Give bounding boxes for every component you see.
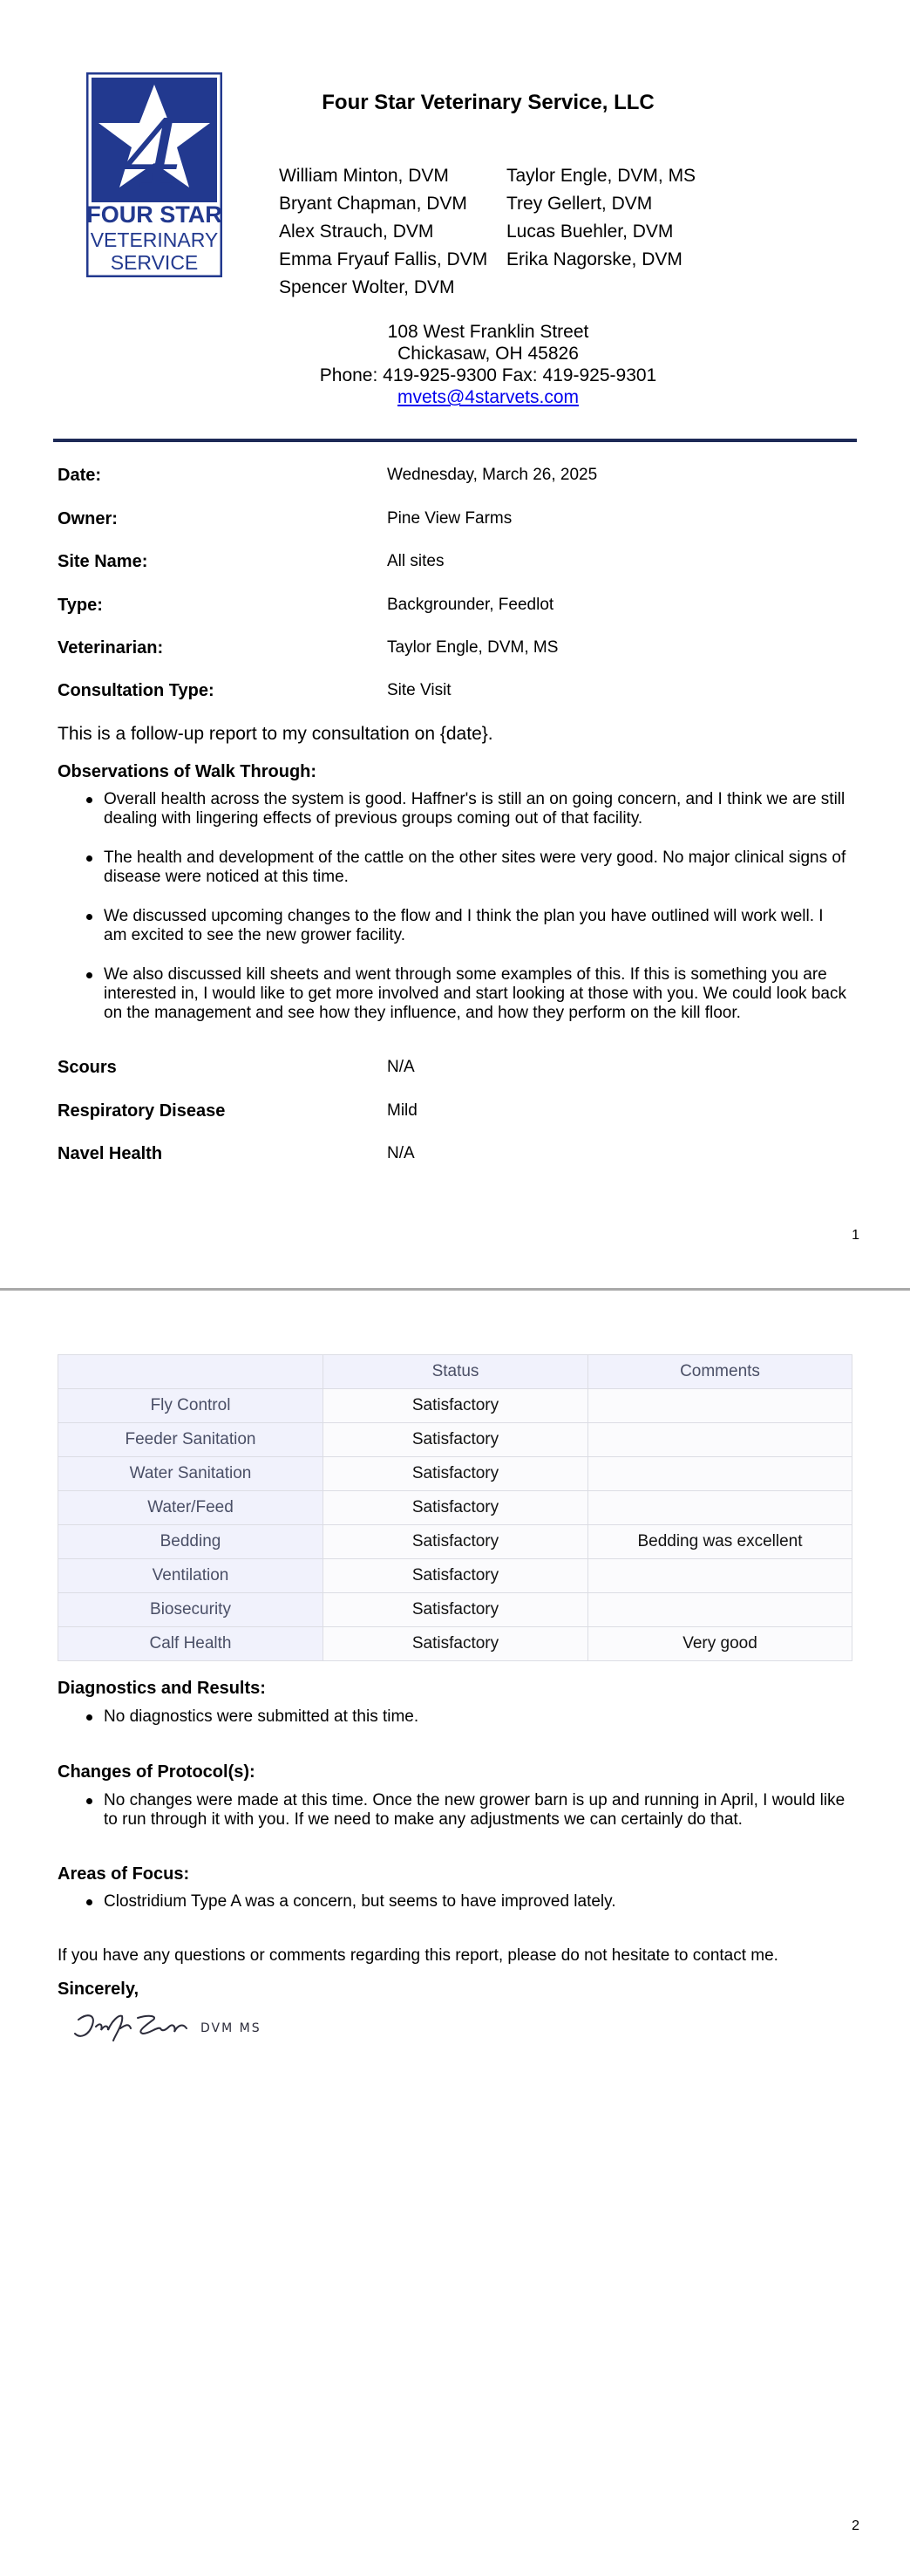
- sincerely-label: Sincerely,: [58, 1980, 139, 1999]
- row-label: Fly Control: [58, 1389, 323, 1423]
- focus-list: [58, 1892, 847, 1912]
- respiratory-value: Mild: [387, 1101, 418, 1120]
- veterinarian-name: William Minton, DVM: [279, 166, 449, 186]
- health-row-scours: [58, 1058, 842, 1084]
- comment-cell: [588, 1559, 852, 1593]
- closing-text: If you have any questions or comments regarding this report, please do not hesitate to contact me.: [58, 1946, 778, 1965]
- signature-credentials: DVM MS: [200, 2021, 261, 2035]
- row-label: Water/Feed: [58, 1491, 323, 1525]
- veterinarian-name: Trey Gellert, DVM: [506, 194, 653, 214]
- practice-name: Four Star Veterinary Service, LLC: [322, 91, 655, 114]
- header-divider: [53, 439, 857, 442]
- protocol-heading: Changes of Protocol(s):: [58, 1762, 255, 1782]
- status-cell: Satisfactory: [323, 1593, 588, 1627]
- navel-value: N/A: [387, 1144, 415, 1162]
- table-row: [58, 1525, 852, 1559]
- veterinarian-name: Taylor Engle, DVM, MS: [506, 166, 696, 186]
- scours-label: Scours: [58, 1058, 117, 1077]
- table-row: [58, 1627, 852, 1661]
- list-item: We discussed upcoming changes to the flow and I think the plan you have outlined will work well. I am excited to see the new grower facility.: [104, 907, 847, 945]
- list-item: We also discussed kill sheets and went through some examples of this. If this is something you are interested in, I would like to get more involved and start looking at those with you. We could look back on the management and see how they influence, and how they perform on the kill floor.: [104, 965, 846, 1022]
- veterinarian-name: Emma Fryauf Fallis, DVM: [279, 249, 488, 269]
- page-number: 2: [852, 2518, 859, 2533]
- row-label: Ventilation: [58, 1559, 323, 1593]
- list-item: The health and development of the cattle on the other sites were very good. No major clinical signs of disease were noticed at this time.: [104, 848, 846, 886]
- row-label: Biosecurity: [58, 1593, 323, 1627]
- address-city: Chickasaw, OH 45826: [397, 344, 579, 364]
- type-value: Backgrounder, Feedlot: [387, 596, 554, 614]
- logo-line1: FOUR STAR: [86, 201, 222, 228]
- status-cell: Satisfactory: [323, 1389, 588, 1423]
- status-cell: Satisfactory: [323, 1525, 588, 1559]
- facility-status-table: [58, 1354, 852, 1661]
- veterinarian-value: Taylor Engle, DVM, MS: [387, 638, 559, 657]
- info-row-type: [58, 596, 842, 622]
- intro-text: This is a follow-up report to my consultation on {date}.: [58, 724, 493, 744]
- list-item: No diagnostics were submitted at this time.: [104, 1707, 847, 1727]
- comment-cell: [588, 1423, 852, 1457]
- logo-numeral: 4: [124, 101, 185, 210]
- table-row: [58, 1559, 852, 1593]
- four-star-logo: [86, 72, 222, 277]
- logo-line2: VETERINARY: [90, 228, 219, 251]
- row-label: Bedding: [58, 1525, 323, 1559]
- comment-cell: Very good: [588, 1627, 852, 1661]
- status-cell: Satisfactory: [323, 1627, 588, 1661]
- column-header-comments: Comments: [588, 1355, 852, 1389]
- info-row-site: [58, 552, 842, 578]
- veterinarian-name: Lucas Buehler, DVM: [506, 221, 674, 242]
- diagnostics-heading: Diagnostics and Results:: [58, 1679, 266, 1698]
- email-link[interactable]: mvets@4starvets.com: [397, 387, 580, 407]
- veterinarian-name: Spencer Wolter, DVM: [279, 277, 455, 297]
- signature-image: [70, 2006, 305, 2048]
- logo-line3: SERVICE: [110, 251, 199, 274]
- row-label: Calf Health: [58, 1627, 323, 1661]
- table-header-row: [58, 1355, 852, 1389]
- diagnostics-list: [58, 1707, 847, 1727]
- scours-value: N/A: [387, 1058, 415, 1076]
- protocol-list: [58, 1791, 847, 1830]
- status-cell: Satisfactory: [323, 1491, 588, 1525]
- table-row: [58, 1593, 852, 1627]
- observations-heading: Observations of Walk Through:: [58, 762, 317, 781]
- site-label: Site Name:: [58, 552, 148, 571]
- status-cell: Satisfactory: [323, 1559, 588, 1593]
- health-row-respiratory: [58, 1101, 842, 1128]
- list-item: Clostridium Type A was a concern, but seems to have improved lately.: [104, 1892, 847, 1912]
- row-label: Water Sanitation: [58, 1457, 323, 1491]
- health-row-navel: [58, 1144, 842, 1170]
- info-row-consultation: [58, 681, 842, 707]
- list-item: Overall health across the system is good. Haffner's is still an on going concern, and I think we are still dealing with lingering effects of previous groups coming out of that facility.: [104, 790, 847, 828]
- site-value: All sites: [387, 552, 445, 570]
- veterinarian-list-right: [506, 162, 696, 274]
- table-row: [58, 1457, 852, 1491]
- info-row-owner: [58, 509, 842, 535]
- status-cell: Satisfactory: [323, 1423, 588, 1457]
- veterinarian-name: Bryant Chapman, DVM: [279, 194, 467, 214]
- comment-cell: [588, 1491, 852, 1525]
- owner-value: Pine View Farms: [387, 509, 513, 528]
- date-value: Wednesday, March 26, 2025: [387, 466, 598, 484]
- navel-label: Navel Health: [58, 1144, 163, 1163]
- consultation-type-label: Consultation Type:: [58, 681, 214, 700]
- info-row-veterinarian: [58, 638, 842, 664]
- address-street: 108 West Franklin Street: [387, 322, 589, 342]
- focus-heading: Areas of Focus:: [58, 1864, 190, 1884]
- respiratory-label: Respiratory Disease: [58, 1101, 226, 1121]
- date-label: Date:: [58, 466, 102, 485]
- list-item: No changes were made at this time. Once the new grower barn is up and running in April, I would like to run through it with you. If we need to make any adjustments we can certainly do that.: [104, 1791, 847, 1830]
- veterinarian-name: Alex Strauch, DVM: [279, 221, 434, 242]
- table-row: [58, 1423, 852, 1457]
- table-row: [58, 1389, 852, 1423]
- info-row-date: [58, 466, 842, 492]
- veterinarian-name: Erika Nagorske, DVM: [506, 249, 682, 269]
- column-header: [58, 1355, 323, 1389]
- veterinarian-label: Veterinarian:: [58, 638, 164, 658]
- status-cell: Satisfactory: [323, 1457, 588, 1491]
- veterinarian-list-left: [279, 162, 487, 302]
- comment-cell: [588, 1389, 852, 1423]
- comment-cell: [588, 1457, 852, 1491]
- comment-cell: [588, 1593, 852, 1627]
- page-number: 1: [852, 1228, 859, 1243]
- owner-label: Owner:: [58, 509, 118, 528]
- consultation-type-value: Site Visit: [387, 681, 452, 699]
- observations-list: [58, 790, 847, 1043]
- table-row: [58, 1491, 852, 1525]
- column-header-status: Status: [323, 1355, 588, 1389]
- row-label: Feeder Sanitation: [58, 1423, 323, 1457]
- comment-cell: Bedding was excellent: [588, 1525, 852, 1559]
- practice-address: [261, 321, 715, 408]
- type-label: Type:: [58, 596, 103, 615]
- address-phone-fax: Phone: 419-925-9300 Fax: 419-925-9301: [319, 365, 657, 385]
